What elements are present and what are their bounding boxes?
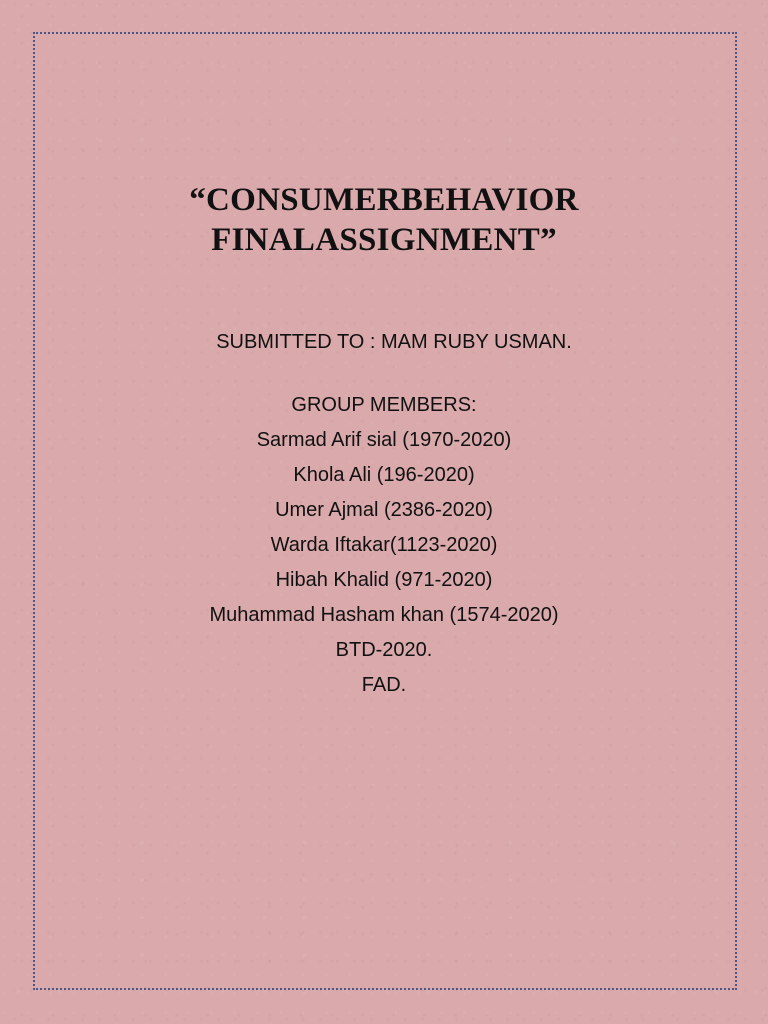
member-item: Muhammad Hasham khan (1574-2020) xyxy=(209,604,559,626)
title-line-1: “CONSUMERBEHAVIOR xyxy=(189,182,579,218)
page-title xyxy=(0,180,768,260)
member-item: Umer Ajmal (2386-2020) xyxy=(275,499,493,521)
member-item: Khola Ali (196-2020) xyxy=(293,464,475,486)
title-line-2: FINALASSIGNMENT” xyxy=(211,222,557,258)
department-label: FAD. xyxy=(361,674,407,696)
submitted-to: SUBMITTED TO : MAM RUBY USMAN. xyxy=(216,331,572,353)
group-members-block xyxy=(0,388,768,703)
group-members-heading: GROUP MEMBERS: xyxy=(291,394,477,416)
member-item: Warda Iftakar(1123-2020) xyxy=(270,534,498,556)
member-item: Sarmad Arif sial (1970-2020) xyxy=(256,429,512,451)
member-item: Hibah Khalid (971-2020) xyxy=(275,569,493,591)
batch-label: BTD-2020. xyxy=(335,639,433,661)
